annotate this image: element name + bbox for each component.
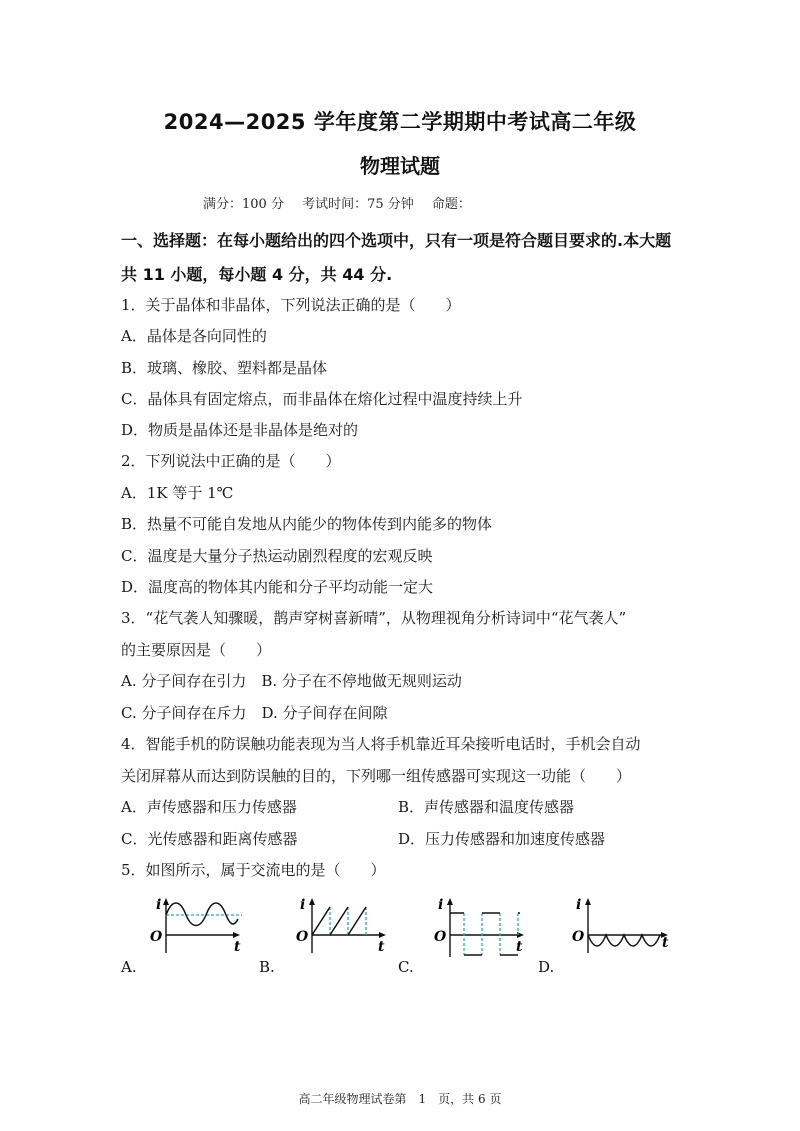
graph-d-y-arrow [585,898,591,905]
graph-c-curve [450,913,520,955]
exam-time: 考试时间：75 分钟 [302,197,414,212]
q4-option-d: D．压力传感器和加速度传感器 [398,830,606,848]
graph-b-y-arrow [309,898,315,905]
q1-stem: 1．关于晶体和非晶体，下列说法正确的是（ ） [121,296,461,314]
graph-a-t-label: t [234,939,241,955]
graph-d-origin-label: O [572,929,585,945]
q5-stem: 5．如图所示，属于交流电的是（ ） [121,861,386,879]
q5-option-b: B. [259,958,275,976]
full-score: 满分：100 分 [203,197,284,212]
q2-option-d: D．温度高的物体其内能和分子平均动能一定大 [121,578,434,596]
graph-b-curve [312,907,366,935]
graph-a-i-label: i [156,897,162,913]
graph-b-i-label: i [300,897,306,913]
q1-option-c: C．晶体具有固定熔点，而非晶体在熔化过程中温度持续上升 [121,390,523,408]
q3-stem-line1: 3．“花气袭人知骤暖，鹊声穿树喜新晴”，从物理视角分析诗词中“花气袭人” [121,609,627,627]
graph-b-t-label: t [378,939,385,955]
q1-option-b: B．玻璃、橡胶、塑料都是晶体 [121,359,328,377]
graph-a-x-arrow [233,932,240,938]
q1-option-a: A．晶体是各向同性的 [121,327,267,345]
graph-b [290,895,390,955]
graph-b-origin-label: O [296,929,309,945]
graph-a-y-arrow [163,898,169,905]
q4-option-b: B．声传感器和温度传感器 [398,798,575,816]
q2-option-c: C．温度是大量分子热运动剧烈程度的宏观反映 [121,547,433,565]
q5-option-c: C. [398,958,414,976]
exam-title: 2024—2025 学年度第二学期期中考试高二年级 [163,110,637,134]
graph-d [566,895,676,955]
author: 命题： [431,197,471,212]
q4-stem-line2: 关闭屏幕从而达到防误触的目的，下列哪一组传感器可实现这一功能（ ） [121,767,632,785]
page-footer: 高二年级物理试卷第 1 页，共 6 页 [298,1092,502,1106]
graph-a-origin-label: O [150,929,163,945]
graph-d-curve [588,935,660,946]
graph-b-x-arrow [379,932,386,938]
graph-c-i-label: i [438,897,444,913]
graph-c-t-label: t [516,939,523,955]
graph-d-t-label: t [662,935,669,951]
section-heading-2: 共 11 小题，每小题 4 分，共 44 分. [121,265,393,284]
q2-option-a: A．1K 等于 1℃ [121,484,234,502]
q3-stem-line2: 的主要原因是（ ） [121,641,272,659]
q1-option-d: D．物质是晶体还是非晶体是绝对的 [121,421,359,439]
section-heading-1: 一、选择题：在每小题给出的四个选项中，只有一项是符合题目要求的.本大题 [121,231,672,250]
graph-c-y-arrow [447,898,453,905]
q4-stem-line1: 4．智能手机的防误触功能表现为当人将手机靠近耳朵接听电话时，手机会自动 [121,735,641,753]
q4-option-a: A．声传感器和压力传感器 [121,798,297,816]
q3-options-ab: A. 分子间存在引力 B. 分子在不停地做无规则运动 [121,672,462,690]
subject-title: 物理试题 [360,154,440,178]
q4-option-c: C．光传感器和距离传感器 [121,830,298,848]
graph-d-i-label: i [576,897,582,913]
exam-meta [203,193,485,212]
q5-option-d: D. [538,958,555,976]
graph-a [144,895,244,955]
q3-options-cd: C. 分子间存在斥力 D. 分子间存在间隙 [121,704,388,722]
q2-stem: 2．下列说法中正确的是（ ） [121,452,341,470]
q2-option-b: B．热量不可能自发地从内能少的物体传到内能多的物体 [121,515,493,533]
q5-option-a: A. [121,958,137,976]
graph-c [428,895,528,965]
graph-c-origin-label: O [434,929,447,945]
graph-a-curve [166,903,238,926]
